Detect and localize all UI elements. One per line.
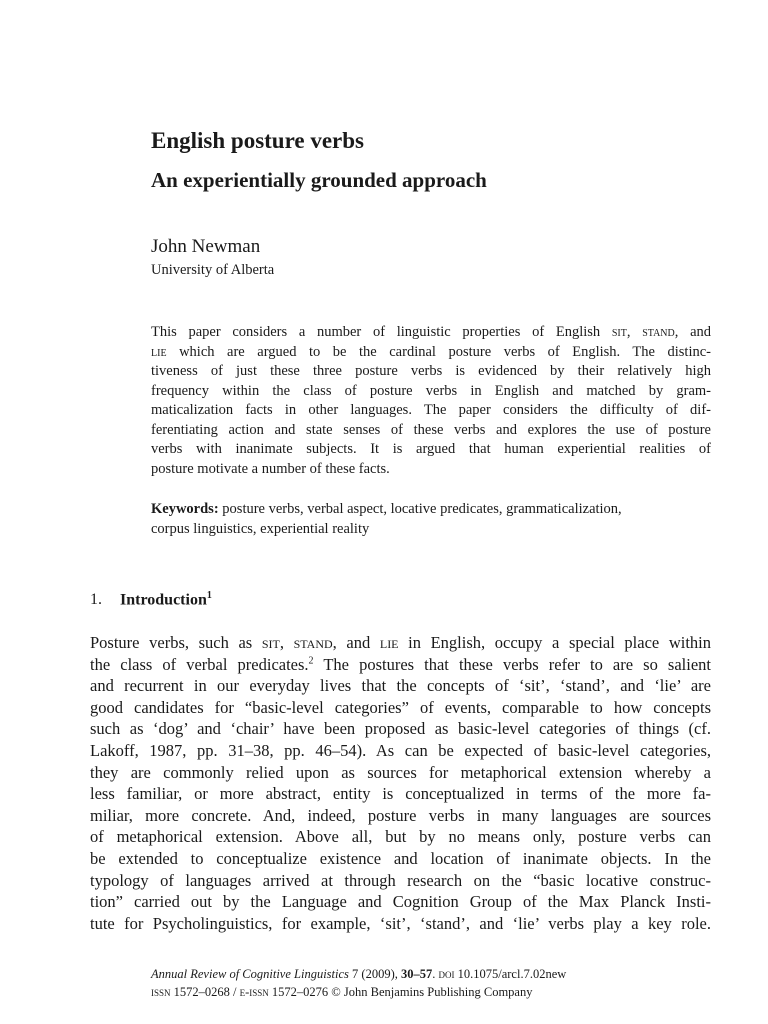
footnote-ref[interactable]: 2 bbox=[308, 655, 314, 667]
footnote-ref[interactable]: 1 bbox=[206, 590, 212, 601]
abstract-line: lie which are argued to be the cardinal posture verbs of English. The distinc- bbox=[151, 343, 711, 360]
body-line: and recurrent in our everyday lives that the concepts of ‘sit’, ‘stand’, and ‘lie’ are bbox=[90, 676, 711, 696]
keywords-line: Keywords: posture verbs, verbal aspect, locative predicates, grammaticalization, bbox=[151, 501, 622, 517]
body-line: Lakoff, 1987, pp. 31–38, pp. 46–54). As can be expected of basic-level categories, bbox=[90, 740, 711, 760]
issn-line: issn 1572–0268 / e-issn 1572–0276 © John Benjamins Publishing Company bbox=[151, 985, 533, 999]
body-line: they are commonly relied upon as sources for metaphorical extension whereby a bbox=[90, 762, 711, 782]
keywords-line: corpus linguistics, experiential reality bbox=[151, 520, 370, 537]
body-line: miliar, more concrete. And, indeed, posture verbs in many languages are sources bbox=[90, 805, 711, 825]
body-line: Posture verbs, such as sit, stand, and lie in English, occupy a special place within bbox=[90, 633, 712, 652]
section-title: Introduction bbox=[120, 591, 207, 609]
author-name: John Newman bbox=[151, 236, 261, 257]
page-footer bbox=[151, 965, 566, 1001]
body-line: tute for Psycholinguistics, for example, ‘sit’, ‘stand’, and ‘lie’ verbs play a key role. bbox=[90, 913, 711, 933]
body-line: of metaphorical extension. Above all, but by no means only, posture verbs can bbox=[90, 827, 711, 847]
abstract-line: verbs with inanimate subjects. It is argued that human experiential realities of bbox=[151, 441, 711, 457]
article-subtitle: An experientially grounded approach bbox=[151, 168, 487, 192]
article-title: English posture verbs bbox=[151, 128, 365, 153]
abstract-line: This paper considers a number of linguistic properties of English sit, stand, and bbox=[151, 324, 712, 340]
author-affiliation: University of Alberta bbox=[151, 262, 275, 278]
citation-line: Annual Review of Cognitive Linguistics 7 (2009), 30–57. doi 10.1075/arcl.7.02new bbox=[151, 967, 567, 981]
abstract-line: ferentiating action and state senses of these verbs and explores the use of posture bbox=[151, 421, 711, 438]
abstract-line: frequency within the class of posture verbs in English and matched by gram- bbox=[151, 382, 711, 399]
body-text bbox=[90, 632, 711, 934]
abstract-line: maticalization facts in other languages. The paper considers the difficulty of dif- bbox=[151, 402, 711, 418]
section-heading bbox=[90, 590, 212, 609]
body-line: such as ‘dog’ and ‘chair’ have been proposed as basic-level categories of things (cf. bbox=[90, 719, 711, 739]
body-line: be extended to conceptualize existence and location of inanimate objects. In the bbox=[90, 848, 711, 868]
body-line: good candidates for “basic-level categories” of events, comparable to how concepts bbox=[90, 697, 711, 717]
body-line: less familiar, or more abstract, entity is conceptualized in terms of the more fa- bbox=[90, 784, 711, 804]
keywords bbox=[151, 500, 711, 539]
keywords-label: Keywords: bbox=[151, 501, 219, 517]
body-line: tion” carried out by the Language and Cognition Group of the Max Planck Insti- bbox=[90, 892, 711, 912]
body-line: the class of verbal predicates.$^2$ The postures that these verbs refer to are so salient bbox=[90, 654, 711, 674]
abstract bbox=[151, 323, 711, 479]
section-number: 1. bbox=[90, 591, 102, 609]
body-line: typology of languages arrived at through research on the “basic locative construc- bbox=[90, 870, 711, 890]
abstract-line: posture motivate a number of these facts. bbox=[151, 460, 390, 477]
doi-link[interactable]: 10.1075/arcl.7.02new bbox=[454, 967, 567, 981]
abstract-line: tiveness of just these three posture verbs is evidenced by their relatively high bbox=[151, 363, 711, 379]
